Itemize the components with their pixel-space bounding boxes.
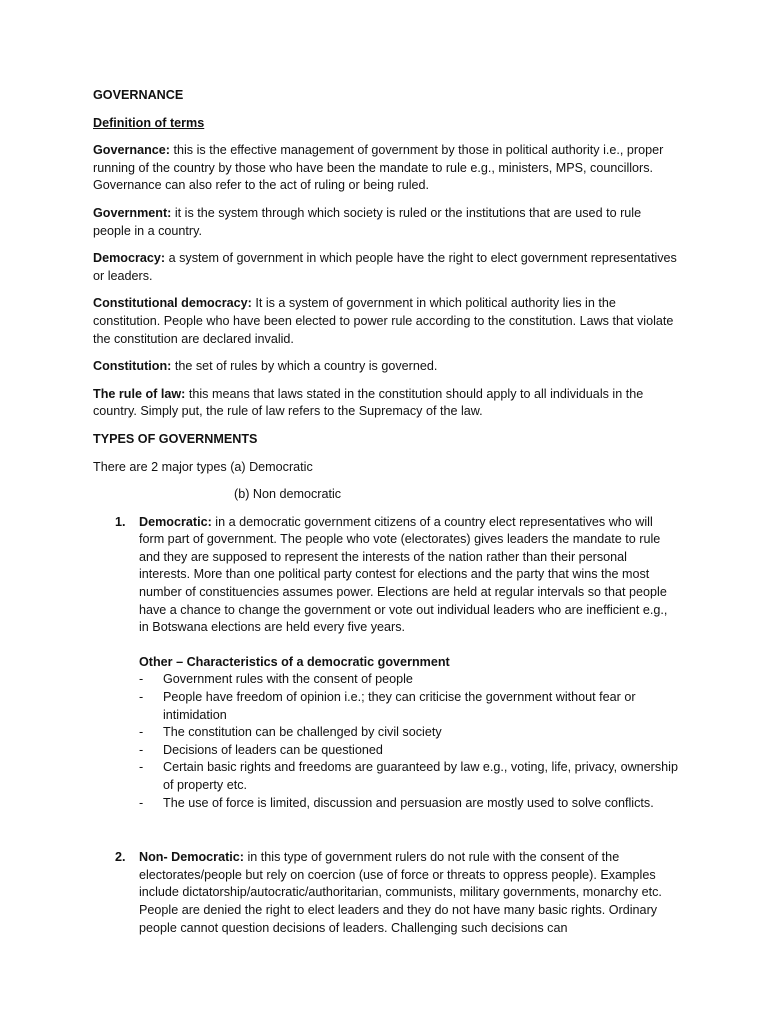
definition-rule-of-law bbox=[93, 386, 678, 421]
characteristic-item bbox=[139, 671, 678, 689]
types-heading: TYPES OF GOVERNMENTS bbox=[93, 431, 258, 446]
dash-bullet: - bbox=[139, 795, 144, 810]
definition-term: Government: bbox=[93, 205, 172, 220]
document-title: GOVERNANCE bbox=[93, 88, 184, 102]
definition-term: Constitutional democracy: bbox=[93, 296, 252, 311]
characteristics-list bbox=[139, 671, 678, 812]
dash-bullet: - bbox=[139, 690, 144, 705]
characteristic-item bbox=[139, 759, 678, 794]
characteristic-text: People have freedom of opinion i.e.; they can criticise the government without fear or intimidation bbox=[163, 690, 636, 722]
list-item-term: Democratic: bbox=[139, 514, 212, 529]
characteristics-title: Other – Characteristics of a democratic government bbox=[139, 654, 450, 669]
types-line-a: There are 2 major types (a) Democratic bbox=[93, 459, 313, 474]
characteristic-item bbox=[139, 742, 678, 760]
document-body bbox=[93, 87, 678, 937]
list-item-term: Non- Democratic: bbox=[139, 850, 244, 865]
types-line-b: (b) Non democratic bbox=[234, 487, 342, 502]
characteristic-text: Government rules with the consent of people bbox=[163, 672, 413, 687]
definition-text: it is the system through which society is ruled or the institutions that are used to rule people in a country. bbox=[93, 205, 642, 238]
definition-constitutional-democracy bbox=[93, 295, 678, 348]
types-list bbox=[93, 514, 678, 937]
characteristic-text: Certain basic rights and freedoms are guaranteed by law e.g., voting, life, privacy, ownership of property etc. bbox=[163, 760, 678, 792]
dash-bullet: - bbox=[139, 725, 144, 740]
list-item-text bbox=[139, 514, 678, 637]
list-item-body: in a democratic government citizens of a country elect representatives who will form part of government. The people who vote (electorates) gives leaders the mandate to rule and they are supposed to represent the interests of the nation rather than their personal interests. More than one political party contest for elections and the party that wins the most number of constituencies assumes power. Elections are held at regular intervals so that people have a chance to change the government or vote out individual leaders who are inefficient e.g., in Botswana elections are held every five years. bbox=[139, 514, 668, 635]
list-item-text bbox=[139, 849, 678, 937]
definition-term: Governance: bbox=[93, 143, 170, 158]
list-item-democratic bbox=[93, 514, 678, 850]
dash-bullet: - bbox=[139, 742, 144, 757]
characteristic-text: Decisions of leaders can be questioned bbox=[163, 742, 383, 757]
definition-term: The rule of law: bbox=[93, 386, 186, 401]
definition-constitution bbox=[93, 358, 678, 376]
definition-government bbox=[93, 205, 678, 240]
list-number: 2. bbox=[115, 850, 126, 865]
characteristic-text: The constitution can be challenged by civil society bbox=[163, 725, 442, 740]
definition-term: Constitution: bbox=[93, 359, 172, 374]
definition-text: It is a system of government in which political authority lies in the constitution. People who have been elected to power rule according to the constitution. Laws that violate the constitution are declared invalid. bbox=[93, 296, 674, 346]
list-item-non-democratic bbox=[93, 849, 678, 937]
definitions-heading: Definition of terms bbox=[93, 115, 205, 130]
characteristic-item bbox=[139, 689, 678, 724]
list-number: 1. bbox=[115, 514, 126, 529]
dash-bullet: - bbox=[139, 672, 144, 687]
list-item-body: in this type of government rulers do not rule with the consent of the electorates/people but rely on coercion (use of force or threats to oppress people). Examples include dictatorship/autocratic/authoritarian, communists, military governments, monarchy etc. People are denied the right to elect leaders and they do not have many basic rights. Ordinary people cannot question decisions of leaders. Challenging such decisions can bbox=[139, 850, 662, 935]
dash-bullet: - bbox=[139, 760, 144, 775]
definition-text: the set of rules by which a country is governed. bbox=[171, 359, 438, 374]
characteristic-item bbox=[139, 795, 678, 813]
definition-text: this means that laws stated in the constitution should apply to all individuals in the country. Simply put, the rule of law refers to the Supremacy of the law. bbox=[93, 386, 644, 419]
definition-democracy bbox=[93, 250, 678, 285]
definition-term: Democracy: bbox=[93, 251, 166, 266]
definition-governance bbox=[93, 142, 678, 195]
characteristic-text: The use of force is limited, discussion and persuasion are mostly used to solve conflicts. bbox=[163, 795, 654, 810]
definition-text: a system of government in which people have the right to elect government representatives or leaders. bbox=[93, 251, 677, 283]
characteristic-item bbox=[139, 724, 678, 742]
spacer bbox=[139, 812, 678, 849]
definition-text: this is the effective management of government by those in political authority i.e., proper running of the country by those who have been the mandate to rule e.g., ministers, MPS, councillors. Governance can also refer to the act of ruling or being ruled. bbox=[93, 143, 664, 193]
